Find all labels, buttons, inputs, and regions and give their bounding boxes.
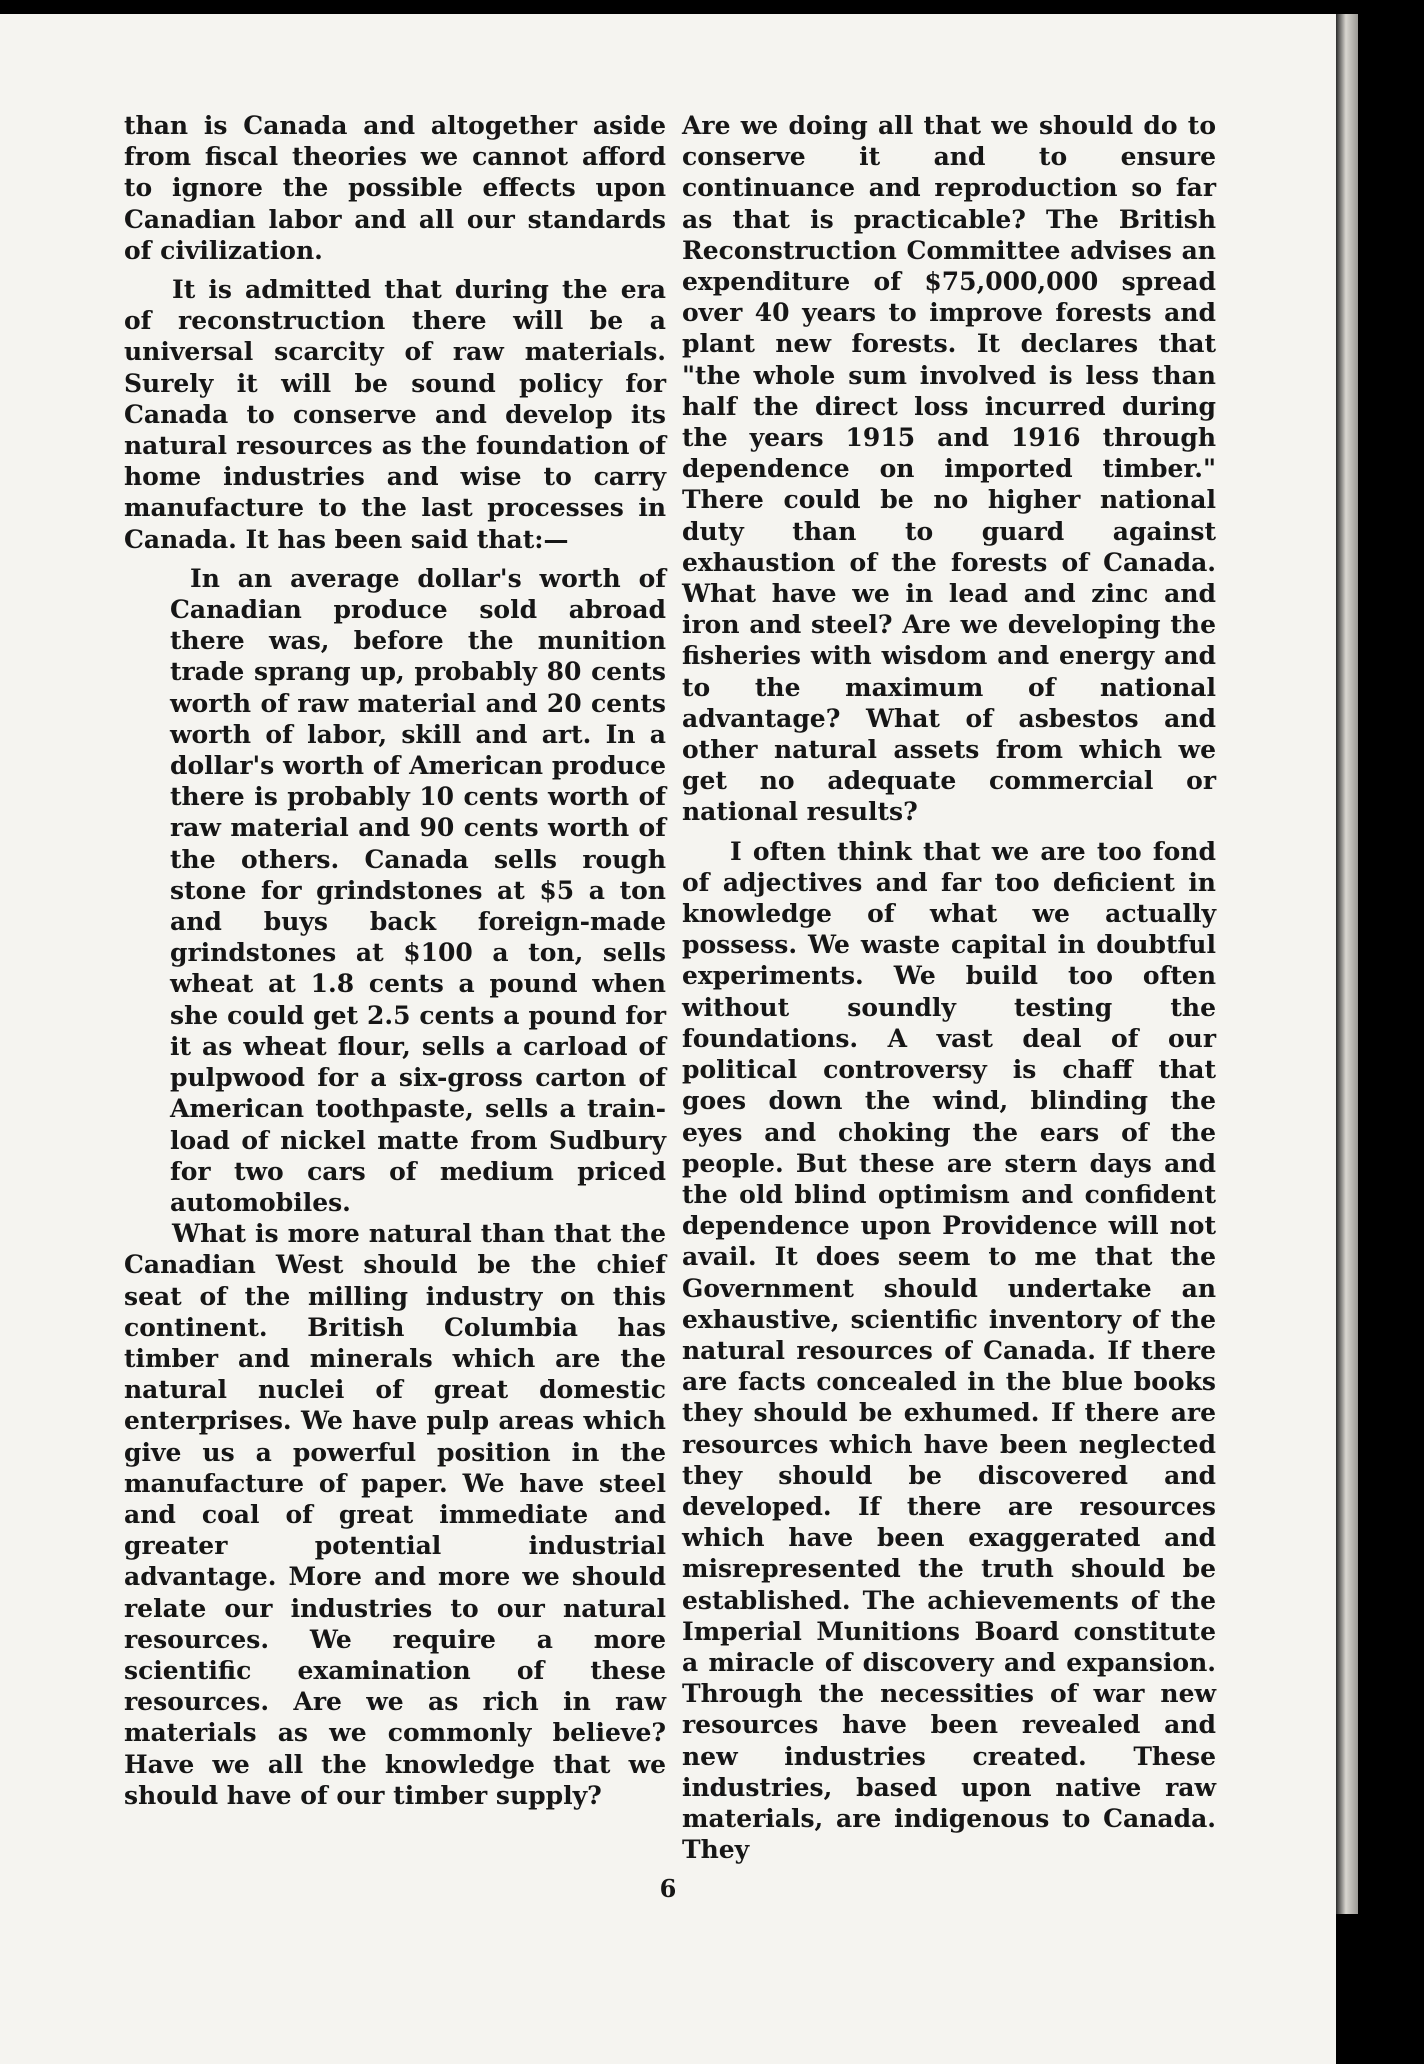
page-edge [1336, 14, 1358, 1914]
page-number: 6 [659, 1874, 677, 1903]
left-paragraph-1: than is Canada and altogether aside from fiscal theories we cannot afford to ignore the possible effects upon Canadian labor and all our standards of civilization. [124, 111, 666, 265]
left-paragraph-2: It is admitted that during the era of reconstruction there will be a universal scarcity of raw materials. Surely it will be sound policy for Canada to conserve and develop its natural resources as the foundation of home industries and wise to carry manufacture to the last processes in Canada. It has been said that:— [124, 275, 666, 554]
right-paragraph-2: I often think that we are too fond of adjectives and far too deficient in knowledge of what we actually possess. We waste capital in doubtful experiments. We build too often without soundly testing the foundations. A vast deal of our political controversy is chaff that goes down the wind, blinding the eyes and choking the ears of the people. But these are stern days and the old blind optimism and confident dependence upon Providence will not avail. It does seem to me that the Government should undertake an exhaustive, scientific inventory of the natural resources of Canada. If there are facts concealed in the blue books they should be exhumed. If there are resources which have been neglected they should be discovered and developed. If there are resources which have been exaggerated and misrepresented the truth should be established. The achievements of the Imperial Munitions Board constitute a miracle of discovery and expansion. Through the necessities of war new resources have been revealed and new industries created. These industries, based upon native raw materials, are indigenous to Canada. They [682, 836, 1216, 1865]
block-quote: In an average dollar's worth of Canadian produce sold abroad there was, before the munition trade sprang up, probably 80 cents worth of raw material and 20 cents worth of labor, skill and art. In a dollar's worth of American produce there is probably 10 cents worth of raw material and 90 cents worth of the others. Canada sells rough stone for grindstones at $5 a ton and buys back foreign-made grindstones at $100 a ton, sells wheat at 1.8 cents a pound when she could get 2.5 cents a pound for it as wheat flour, sells a carload of pulpwood for a six-gross carton of American toothpaste, sells a train-load of nickel matte from Sudbury for two cars of medium priced automobiles. [170, 563, 666, 1217]
left-paragraph-3: What is more natural than that the Canadian West should be the chief seat of the milling industry on this continent. British Columbia has timber and minerals which are the natural nuclei of great domestic enterprises. We have pulp areas which give us a powerful position in the manufacture of paper. We have steel and coal of great immediate and greater potential industrial advantage. More and more we should relate our industries to our natural resources. We require a more scientific examination of these resources. Are we as rich in raw materials as we commonly believe? Have we all the knowledge that we should have of our timber supply? [124, 1219, 666, 1810]
left-column [124, 110, 666, 1811]
book-page [0, 14, 1336, 2064]
right-column [682, 110, 1216, 1865]
right-paragraph-1: Are we doing all that we should do to conserve it and to ensure continuance and reproduction so far as that is practicable? The British Reconstruction Committee advises an expenditure of $75,000,000 spread over 40 years to improve forests and plant new forests. It declares that "the whole sum involved is less than half the direct loss incurred during the years 1915 and 1916 through dependence on imported timber." There could be no higher national duty than to guard against exhaustion of the forests of Canada. What have we in lead and zinc and iron and steel? Are we developing the fisheries with wisdom and energy and to the maximum of national advantage? What of asbestos and other natural assets from which we get no adequate commercial or national results? [682, 111, 1216, 827]
